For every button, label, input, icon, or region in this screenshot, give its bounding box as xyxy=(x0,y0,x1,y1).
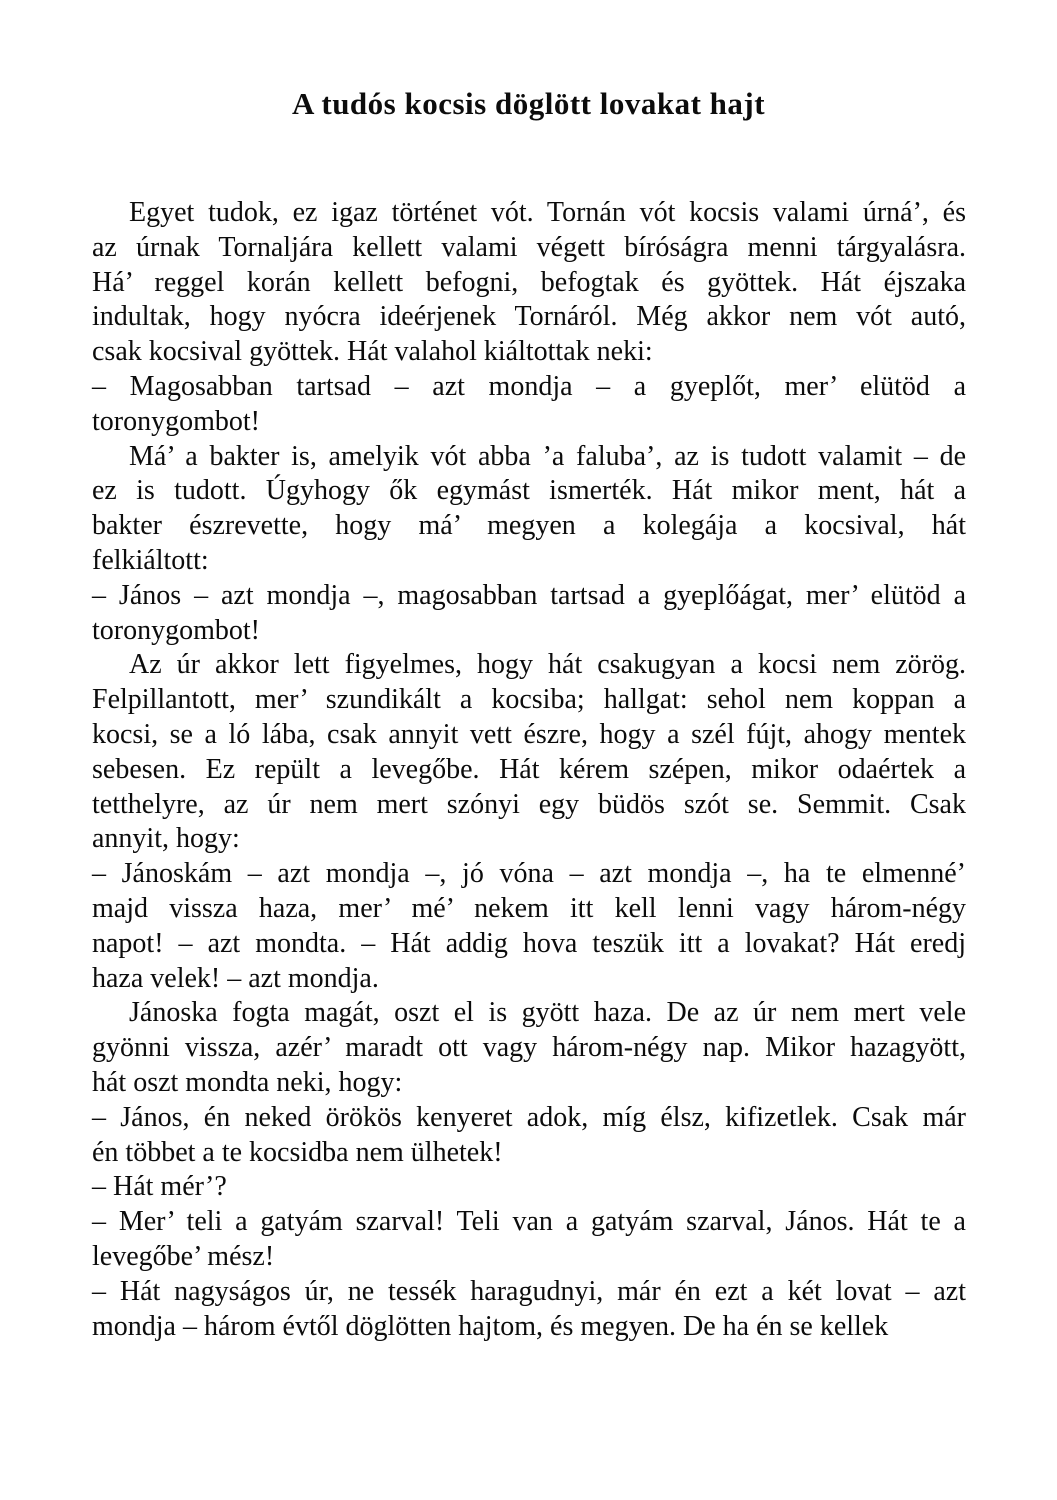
story-paragraph xyxy=(92,440,966,579)
text-line: én többet a te kocsidba nem ülhetek! xyxy=(92,1136,503,1168)
text-line: napot! – azt mondta. – Hát addig hova teszük itt a lovakat? Hát eredj xyxy=(92,927,966,959)
text-line: hát oszt mondta neki, hogy: xyxy=(92,1066,403,1098)
dialogue-paragraph xyxy=(92,857,966,996)
dialogue-paragraph xyxy=(92,1205,966,1275)
story-paragraph xyxy=(92,648,966,857)
text-line: – Jánoskám – azt mondja –, jó vóna – azt mondja –, ha te elmenné’ xyxy=(92,858,966,890)
text-line: – Hát nagyságos úr, ne tessék haragudnyi, már én ezt a két lovat – azt xyxy=(92,1275,966,1307)
page-title: A tudós kocsis döglött lovakat hajt xyxy=(291,86,766,121)
dialogue-paragraph xyxy=(92,579,966,649)
text-line: majd vissza haza, mer’ mé’ nekem itt kell lenni vagy három-négy xyxy=(92,892,966,924)
text-line: ez is tudott. Úgyhogy ők egymást ismerték. Hát mikor ment, hát a xyxy=(92,475,966,507)
text-line: Jánoska fogta magát, oszt el is gyött haza. De az úr nem mert vele xyxy=(129,997,966,1029)
dialogue-paragraph xyxy=(92,1275,966,1345)
text-line: toronygombot! xyxy=(92,405,260,437)
dialogue-paragraph xyxy=(92,370,966,440)
text-line: sebesen. Ez repült a levegőbe. Hát kérem szépen, mikor odaértek a xyxy=(92,753,966,785)
text-line: – Magosabban tartsad – azt mondja – a gyeplőt, mer’ elütöd a xyxy=(92,370,966,402)
text-line: Egyet tudok, ez igaz történet vót. Tornán vót kocsis valami úrná’, és xyxy=(129,197,966,228)
text-line: Má’ a bakter is, amelyik vót abba ’a faluba’, az is tudott valamit – de xyxy=(129,440,966,472)
text-line: felkiáltott: xyxy=(92,544,209,576)
text-line: mondja – három évtől döglötten hajtom, és megyen. De ha én se kellek xyxy=(92,1310,889,1342)
text-line: – Hát mér’? xyxy=(92,1171,227,1203)
story-text xyxy=(92,196,966,1344)
dialogue-paragraph xyxy=(92,1170,966,1205)
text-line: Felpillantott, mer’ szundikált a kocsiba; hallgat: sehol nem koppan a xyxy=(92,684,966,716)
text-line: indultak, hogy nyócra ideérjenek Tornáról. Még akkor nem vót autó, xyxy=(92,301,966,333)
text-line: toronygombot! xyxy=(92,614,260,646)
story-paragraph xyxy=(92,996,966,1100)
text-line: – János – azt mondja –, magosabban tartsad a gyeplőágat, mer’ elütöd a xyxy=(92,579,966,611)
text-line: levegőbe’ mész! xyxy=(92,1240,275,1272)
dialogue-paragraph xyxy=(92,1101,966,1171)
text-line: – János, én neked örökös kenyeret adok, míg élsz, kifizetlek. Csak már xyxy=(92,1101,966,1133)
text-line: csak kocsival gyöttek. Hát valahol kiáltottak neki: xyxy=(92,336,653,368)
text-line: haza velek! – azt mondja. xyxy=(92,962,379,994)
text-line: tetthelyre, az úr nem mert szónyi egy büdös szót se. Semmit. Csak xyxy=(92,788,966,820)
text-line: Há’ reggel korán kellett befogni, befogtak és gyöttek. Hát éjszaka xyxy=(92,266,966,298)
text-line: Az úr akkor lett figyelmes, hogy hát csakugyan a kocsi nem zörög. xyxy=(129,649,966,681)
text-line: bakter észrevette, hogy má’ megyen a kolegája a kocsival, hát xyxy=(92,510,966,542)
text-line: gyönni vissza, azér’ maradt ott vagy három-négy nap. Mikor hazagyött, xyxy=(92,1032,966,1064)
text-line: – Mer’ teli a gatyám szarval! Teli van a gatyám szarval, János. Hát te a xyxy=(92,1206,966,1238)
text-line: kocsi, se a ló lába, csak annyit vett észre, hogy a szél fújt, ahogy mentek xyxy=(92,718,966,750)
text-line: az úrnak Tornaljára kellett valami végett bíróságra menni tárgyalásra. xyxy=(92,231,966,263)
story-paragraph xyxy=(92,196,966,370)
text-line: annyit, hogy: xyxy=(92,823,240,855)
